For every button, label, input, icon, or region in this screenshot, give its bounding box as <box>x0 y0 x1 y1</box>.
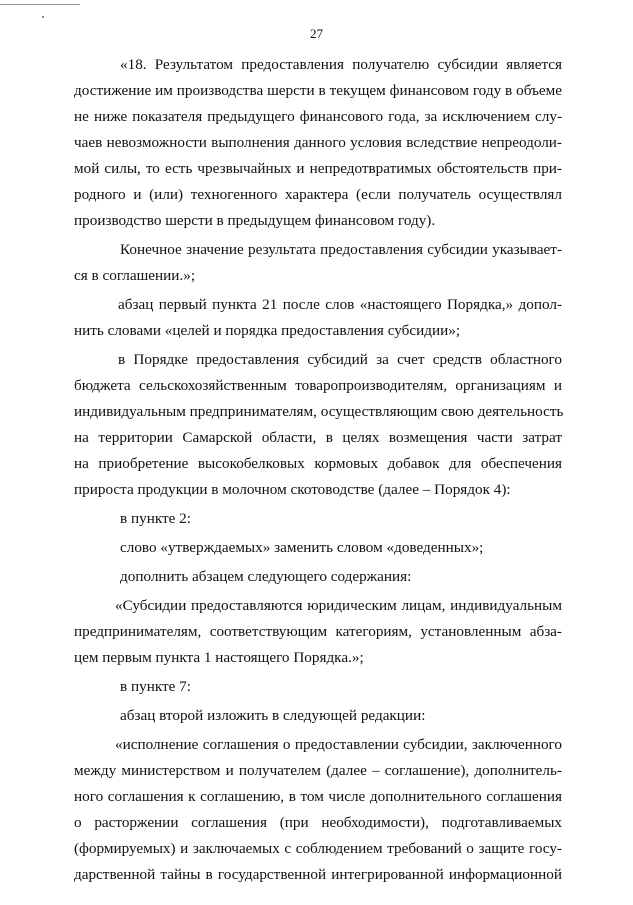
text-line: (формируемых) и заключаемых с соблюдением требований о защите госу- <box>74 840 562 857</box>
text-line: ся в соглашении.»; <box>74 267 196 284</box>
page-number: 27 <box>310 26 323 41</box>
text-line: бюджета сельскохозяйственным товаропроизводителям, организациям и <box>74 377 562 394</box>
text-line: «Субсидии предоставляются юридическим лицам, индивидуальным <box>115 597 562 614</box>
text-line: производство шерсти в предыдущем финансовом году). <box>74 212 436 229</box>
text-line: в пункте 2: <box>120 510 191 527</box>
text-line: дарственной тайны в государственной интегрированной информационной <box>74 866 562 883</box>
text-line: достижение им производства шерсти в текущем финансовом году в объеме <box>74 82 562 99</box>
text-line: в пункте 7: <box>120 678 191 695</box>
text-line: о расторжении соглашения (при необходимости), подготавливаемых <box>74 814 562 831</box>
text-line: прироста продукции в молочном скотоводстве (далее – Порядок 4): <box>74 481 511 498</box>
text-line: не ниже показателя предыдущего финансового года, за исключением слу- <box>74 108 562 125</box>
text-line: абзац второй изложить в следующей редакции: <box>120 707 426 724</box>
text-line: предпринимателям, соответствующим категориям, установленным абза- <box>74 623 562 640</box>
text-line: «18. Результатом предоставления получателю субсидии является <box>120 56 562 73</box>
text-line: индивидуальным предпринимателям, осуществляющим свою деятельность <box>74 403 564 420</box>
text-line: слово «утверждаемых» заменить словом «доведенных»; <box>120 539 484 556</box>
text-line: Конечное значение результата предоставления субсидии указывает- <box>120 241 562 258</box>
text-line: нить словами «целей и порядка предоставления субсидии»; <box>74 322 461 339</box>
text-line: ного соглашения к соглашению, в том числе дополнительного соглашения <box>74 788 562 805</box>
document-body <box>74 52 562 888</box>
text-line: мой силы, то есть чрезвычайных и непредотвратимых обстоятельств при- <box>74 160 562 177</box>
text-line: чаев невозможности выполнения данного условия вследствие непреодоли- <box>74 134 562 151</box>
text-line: абзац первый пункта 21 после слов «настоящего Порядка,» допол- <box>118 296 562 313</box>
text-line: «исполнение соглашения о предоставлении субсидии, заключенного <box>115 736 562 753</box>
scan-speck <box>42 16 44 18</box>
text-line: в Порядке предоставления субсидий за счет средств областного <box>118 351 562 368</box>
text-line: на территории Самарской области, в целях возмещения части затрат <box>74 429 562 446</box>
text-line: между министерством и получателем (далее – соглашение), дополнитель- <box>74 762 562 779</box>
scan-edge-line <box>0 4 80 5</box>
text-line: цем первым пункта 1 настоящего Порядка.»; <box>74 649 364 666</box>
text-line: родного и (или) техногенного характера (если получатель осуществлял <box>74 186 562 203</box>
text-line: на приобретение высокобелковых кормовых добавок для обеспечения <box>74 455 562 472</box>
text-line: дополнить абзацем следующего содержания: <box>120 568 412 585</box>
